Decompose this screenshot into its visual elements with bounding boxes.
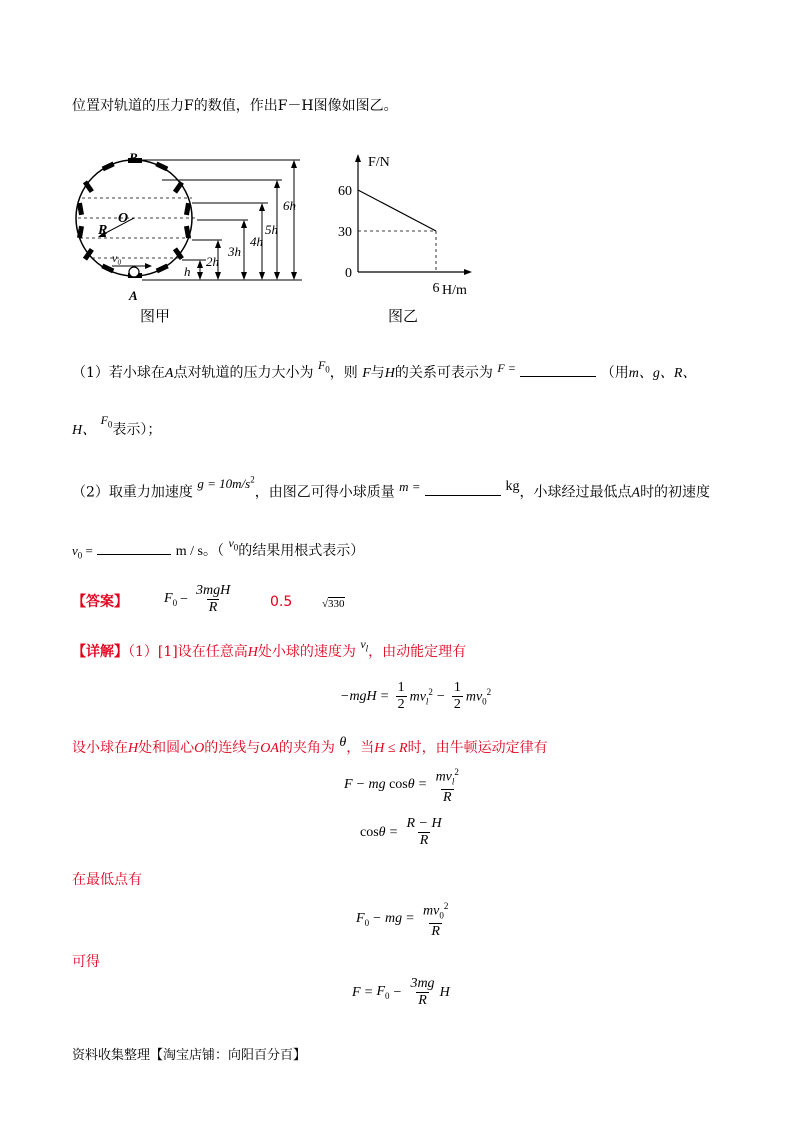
y-axis-label: F/N [368,155,390,170]
label-O: O [118,211,129,226]
svg-text:2h: 2h [206,254,219,269]
svg-text:6h: 6h [283,198,296,213]
data-line [358,190,436,231]
intro-line [72,96,398,116]
svg-text:3h: 3h [228,244,241,259]
y-tick-label: 60 [338,184,352,199]
answer-label: 【答案】 [72,594,128,610]
y-tick-label: 0 [345,266,352,281]
svg-text:5h: 5h [265,222,278,237]
detail-line1: 【详解】（1）[1]设在任意高H处小球的速度为 $v_l$，由动能定理有 [72,637,467,660]
svg-text:4h: 4h [250,234,263,249]
q2-mass-blank[interactable] [425,479,501,496]
F0-symbol: $F_0$ [317,358,330,375]
detail-line4: 可得 [72,954,100,970]
figure-yi-chart [330,148,480,298]
q2-line1: （2）取重力加速度 $g = 10m/s^2$，由图乙可得小球质量 m = kg，小球经过最低点A时的初速度 [72,475,711,501]
label-v0: v₀ [112,251,122,265]
label-B: B [129,150,138,165]
q1-line1: （1）若小球在A点对轨道的压力大小为 $F_0$，则 F与H的关系可表示为 F = （用m、g、R、 [72,358,697,381]
caption-yi: 图乙 [388,307,419,325]
leader-lines [142,160,302,280]
v0-label: $v_0$ = [72,543,93,561]
ball [129,267,139,277]
eq-newton: F − mg cos θ = $\frac{mv_l^2}{R}$ [344,767,459,806]
label-R: R [98,223,108,238]
label-A: A [129,288,138,303]
v0-symbol: $v_0$ [228,536,239,553]
q2-line2: $v_0 = m / s$。（ $v_0$的结果用根式表示） [72,536,365,561]
eq-cos: cos θ = $\frac{R - H}{R}$ [360,816,442,848]
eq-energy: −mgH = $\frac{1}{2}$ $mv_l^2$ − $\frac{1}{2}$ $mv_0^2$ [340,680,492,712]
height-levels [78,198,197,258]
q1-answer-blank[interactable] [520,360,596,377]
figure-jia [72,148,317,328]
q1-line2: H、 $F_0$表示）； [72,413,162,438]
caption-jia: 图甲 [140,307,171,325]
answer-3: √330 [322,598,345,610]
y-tick-label: 30 [338,225,352,240]
F0-symbol-2: $F_0$ [100,413,113,430]
eq-lowest: $F_0$ − mg = $\frac{mv_0^2}{R}$ [356,901,449,940]
detail-line2: 设小球在H处和圆心O的连线与OA的夹角为 θ，当H ≤ R时，由牛顿运动定律有 [72,735,548,756]
x-axis-arrow [464,269,472,275]
x-axis-label: H/m [442,283,467,298]
velocity-arrowhead [145,263,152,269]
intro-text: 位置对轨道的压力F的数值，作出F－H图像如图乙。 [72,98,398,114]
x-tick-label: 6 [432,281,440,296]
q2-velocity-blank[interactable] [97,538,171,555]
y-axis-arrow [355,154,361,162]
g-expression: $g = 10m/s^2$ [197,475,255,492]
detail-line3: 在最低点有 [72,872,142,888]
answer-2: 0.5 [270,594,293,610]
svg-text:h: h [184,264,191,279]
answer-1: $F_0$ − $\frac{\text{3mgH}}{R}$ [164,583,231,615]
eq-result: F = $F_0$ − $\frac{3mg}{R}$ H [352,976,450,1008]
footer-text: 资料收集整理【淘宝店铺：向阳百分百】 [72,1048,307,1063]
